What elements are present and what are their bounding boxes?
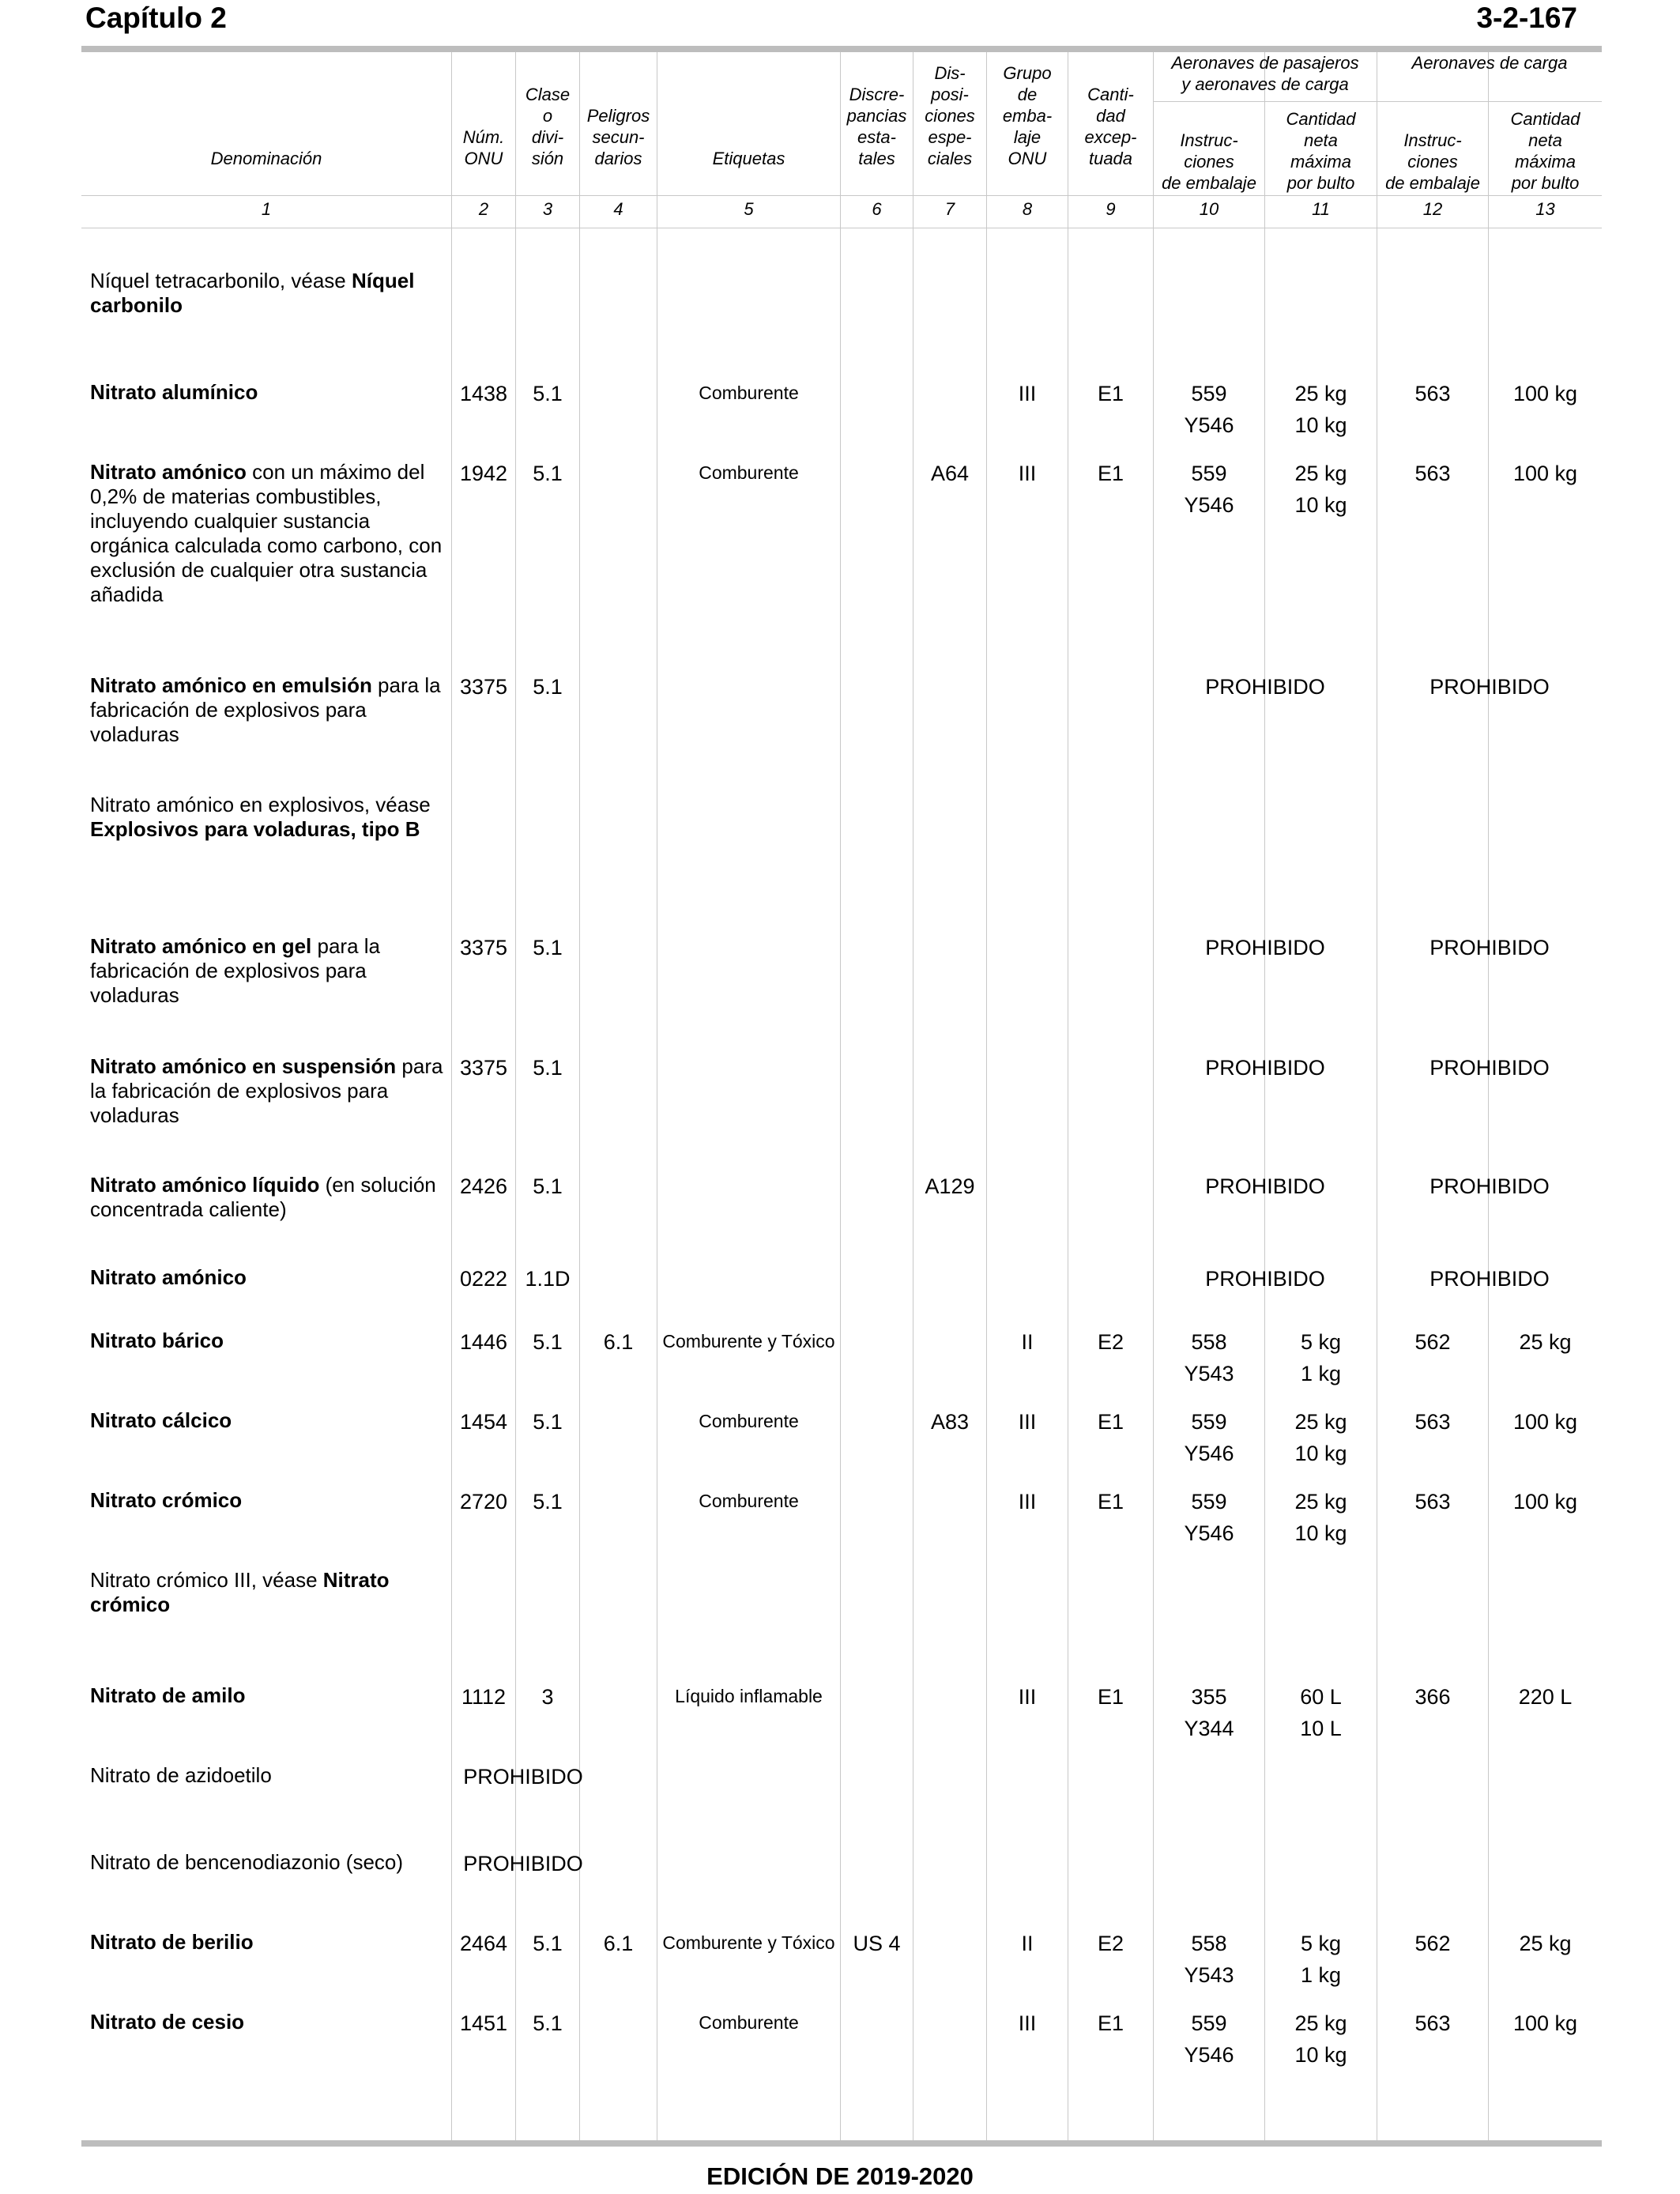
row-denominacion [90,1683,446,1708]
row-denominacion [90,1408,446,1433]
cell-qty-p: 5 kg 1 kg [1300,1330,1342,1385]
row-denominacion [90,1568,446,1617]
cell-clase: 5.1 [533,462,563,485]
cell-grupo: III [1018,462,1037,485]
header-cantidad-exceptuada: Canti- dad excep- tuada [1084,85,1137,168]
prohibido-text: PROHIBIDO [1205,1267,1325,1291]
cell-disp: A83 [930,1410,970,1434]
name-bold: Nitrato amónico en suspensión [90,1054,397,1078]
edition-footer: EDICIÓN DE 2019-2020 [706,2162,974,2190]
name-bold: Nitrato crómico [90,1488,243,1512]
cell-exc: E1 [1097,1685,1124,1709]
bottom-rule [81,2140,1602,2147]
cell-clase: 5.1 [533,1056,563,1080]
row-denominacion [90,793,446,842]
col-divider [1153,52,1154,2140]
name-bold: Nitrato crómico [90,1568,390,1616]
name-bold: Nitrato amónico [90,1265,247,1289]
name-bold: Nitrato amónico líquido [90,1173,320,1197]
row-denominacion [90,1265,446,1290]
header-disposiciones: Dis- posi- ciones espe- ciales [925,63,975,168]
header-etiquetas: Etiquetas [712,149,785,168]
cell-qty-p: 5 kg 1 kg [1300,1932,1342,1987]
name-bold: Níquel carbonilo [90,269,415,317]
cell-pi-p: 559 Y546 [1184,2011,1234,2067]
cell-qty-p: 25 kg 10 kg [1294,1410,1347,1465]
name-text: para la fabricación de explosivos para voladuras [90,673,441,746]
row-denominacion [90,269,446,318]
header-instrucciones-carga: Instruc- ciones de embalaje [1385,130,1480,193]
cell-pi-p: 559 Y546 [1184,1410,1234,1465]
page-number: 3-2-167 [1476,2,1577,34]
column-number: 9 [1106,199,1116,219]
cell-un: 1112 [461,1685,507,1709]
prohibido-text: PROHIBIDO [1430,1174,1550,1198]
prohibido-text: PROHIBIDO [463,1852,583,1875]
row-denominacion [90,1329,446,1353]
cell-qty-p: 25 kg 10 kg [1294,462,1347,517]
column-number: 6 [872,199,882,219]
cell-label: Líquido inflamable [675,1686,823,1706]
column-number: 1 [261,199,272,219]
header-grupo: Grupo de emba- laje ONU [1002,63,1053,168]
name-bold: Nitrato bárico [90,1329,224,1352]
cell-un: 2720 [459,1490,508,1514]
cell-exc: E1 [1097,1490,1124,1514]
header-denominacion: Denominación [210,149,322,168]
cell-pi-p: 559 Y546 [1184,462,1234,517]
cell-exc: E2 [1097,1330,1124,1354]
name-text: Nitrato de azidoetilo [90,1763,272,1787]
name-text: (en solución concentrada caliente) [90,1173,436,1221]
cell-pi-c: 563 [1414,462,1451,485]
name-bold: Nitrato de cesio [90,2010,245,2034]
cell-label: Comburente [699,1411,799,1431]
cell-pi-p: 558 Y543 [1184,1932,1234,1987]
cell-qty-c: 100 kg [1512,1410,1578,1434]
cell-disc: US 4 [853,1932,901,1955]
cell-clase: 5.1 [533,1330,563,1354]
name-bold: Nitrato amónico en emulsión [90,673,372,697]
cell-disp: A64 [930,462,970,485]
cell-grupo: III [1018,1490,1037,1514]
prohibido-text: PROHIBIDO [463,1765,583,1789]
header-peligros: Peligros secun- darios [586,106,650,168]
header-group-cargo: Aeronaves de carga [1411,53,1568,73]
cell-clase: 5.1 [533,1932,563,1955]
col-divider [1264,52,1265,2140]
name-text: Níquel tetracarbonilo, véase [90,269,352,292]
cell-qty-p: 60 L 10 L [1300,1685,1342,1740]
name-text: Nitrato crómico III, véase [90,1568,323,1592]
cell-disp: A129 [925,1174,975,1198]
cell-pi-c: 562 [1414,1330,1451,1354]
prohibido-text: PROHIBIDO [1205,675,1325,699]
cell-un: 2464 [459,1932,508,1955]
cell-pi-c: 563 [1414,1410,1451,1434]
cell-grupo: III [1018,2011,1037,2035]
column-number: 4 [613,199,623,219]
cell-qty-c: 100 kg [1512,2011,1578,2035]
cell-qty-p: 25 kg 10 kg [1294,382,1347,437]
column-number: 12 [1422,199,1443,219]
name-text: Nitrato de bencenodiazonio (seco) [90,1850,404,1874]
cell-qty-p: 25 kg 10 kg [1294,1490,1347,1545]
row-denominacion [90,460,446,607]
cell-exc: E2 [1097,1932,1124,1955]
column-number: 5 [744,199,754,219]
cell-un: 3375 [459,675,508,699]
name-text: para la fabricación de explosivos para voladuras [90,1054,443,1127]
prohibido-text: PROHIBIDO [1430,1267,1550,1291]
cell-label: Comburente [699,1491,799,1511]
cell-un: 1446 [459,1330,508,1354]
name-bold: Nitrato de berilio [90,1930,254,1954]
cell-pi-p: 355 Y344 [1184,1685,1234,1740]
row-denominacion [90,1763,446,1788]
row-denominacion [90,1488,446,1513]
cell-un: 3375 [459,936,508,959]
column-number: 7 [944,199,955,219]
cell-pi-p: 559 Y546 [1184,382,1234,437]
cell-clase: 5.1 [533,1174,563,1198]
name-bold: Nitrato alumínico [90,380,258,404]
cell-pi-c: 563 [1414,2011,1451,2035]
cell-pi-p: 558 Y543 [1184,1330,1234,1385]
col-divider [840,52,841,2140]
row-denominacion [90,2010,446,2034]
header-cantidad-pasajeros: Cantidad neta máxima por bulto [1286,109,1356,193]
name-text: con un máximo del 0,2% de materias combustibles, incluyendo cualquier sustancia orgánica calculada como carbono, con exclusión de cualquier otra sustancia añadida [90,460,443,606]
col-divider [515,52,516,2140]
name-text: para la fabricación de explosivos para voladuras [90,934,380,1007]
cell-label: Comburente [699,2012,799,2033]
row-denominacion [90,1930,446,1955]
col-divider [1488,52,1489,2140]
cell-exc: E1 [1097,462,1124,485]
name-bold: Nitrato amónico en gel [90,934,312,958]
cell-grupo: III [1018,1410,1037,1434]
cell-clase: 5.1 [533,675,563,699]
header-discrepancias: Discre- pancias esta- tales [846,85,907,168]
prohibido-text: PROHIBIDO [1205,1056,1325,1080]
cell-qty-c: 25 kg [1519,1932,1572,1955]
row-denominacion [90,673,446,747]
cell-label: Comburente y Tóxico [662,1331,835,1351]
cell-qty-p: 25 kg 10 kg [1294,2011,1347,2067]
cell-grupo: II [1021,1330,1034,1354]
cell-clase: 5.1 [533,382,563,405]
header-num-onu: Núm. ONU [462,127,505,168]
row-denominacion [90,380,446,405]
group-divider [1153,101,1602,102]
header-cantidad-carga: Cantidad neta máxima por bulto [1510,109,1580,193]
cell-qty-c: 100 kg [1512,1490,1578,1514]
cell-clase: 3 [541,1685,554,1709]
prohibido-text: PROHIBIDO [1205,936,1325,959]
column-number: 13 [1535,199,1555,219]
cell-un: 0222 [459,1267,508,1291]
name-bold: Nitrato cálcico [90,1408,232,1432]
cell-exc: E1 [1097,382,1124,405]
cell-qty-c: 220 L [1518,1685,1573,1709]
cell-grupo: III [1018,382,1037,405]
row-denominacion [90,1173,446,1222]
cell-pi-c: 366 [1414,1685,1451,1709]
name-bold: Nitrato de amilo [90,1683,246,1707]
row-denominacion [90,934,446,1008]
cell-secundarios: 6.1 [603,1932,634,1955]
header-group-passenger: Aeronaves de pasajeros y aeronaves de carga [1171,53,1359,94]
top-rule [81,46,1602,52]
cell-label: Comburente [699,462,799,483]
cell-label: Comburente y Tóxico [662,1932,835,1953]
cell-un: 1454 [459,1410,508,1434]
cell-clase: 5.1 [533,936,563,959]
cell-clase: 5.1 [533,1490,563,1514]
cell-exc: E1 [1097,2011,1124,2035]
cell-grupo: II [1021,1932,1034,1955]
chapter-title: Capítulo 2 [85,2,227,34]
cell-pi-c: 562 [1414,1932,1451,1955]
cell-un: 2426 [459,1174,508,1198]
prohibido-text: PROHIBIDO [1430,675,1550,699]
cell-secundarios: 6.1 [603,1330,634,1354]
cell-grupo: III [1018,1685,1037,1709]
cell-clase: 5.1 [533,2011,563,2035]
column-number: 8 [1022,199,1033,219]
cell-pi-p: 559 Y546 [1184,1490,1234,1545]
cell-clase: 1.1D [525,1267,571,1291]
cell-pi-c: 563 [1414,1490,1451,1514]
prohibido-text: PROHIBIDO [1430,936,1550,959]
col-divider [986,52,987,2140]
cell-clase: 5.1 [533,1410,563,1434]
name-text: Nitrato amónico en explosivos, véase [90,793,431,816]
header-clase: Clase o divi- sión [525,85,571,168]
cell-pi-c: 563 [1414,382,1451,405]
row-denominacion [90,1850,446,1875]
cell-un: 1438 [459,382,508,405]
col-divider [451,52,452,2140]
prohibido-text: PROHIBIDO [1205,1174,1325,1198]
cell-exc: E1 [1097,1410,1124,1434]
column-number: 2 [478,199,489,219]
cell-qty-c: 100 kg [1512,382,1578,405]
column-number: 10 [1199,199,1219,219]
cell-un: 3375 [459,1056,508,1080]
column-number: 3 [542,199,553,219]
row-denominacion [90,1054,446,1128]
prohibido-text: PROHIBIDO [1430,1056,1550,1080]
cell-qty-c: 100 kg [1512,462,1578,485]
col-divider [579,52,580,2140]
cell-un: 1942 [459,462,508,485]
cell-qty-c: 25 kg [1519,1330,1572,1354]
name-bold: Explosivos para voladuras, tipo B [90,817,420,841]
header-instrucciones-pasajeros: Instruc- ciones de embalaje [1162,130,1256,193]
column-number: 11 [1312,199,1330,219]
cell-un: 1451 [459,2011,508,2035]
header-divider [81,195,1602,196]
name-bold: Nitrato amónico [90,460,247,484]
cell-label: Comburente [699,383,799,403]
